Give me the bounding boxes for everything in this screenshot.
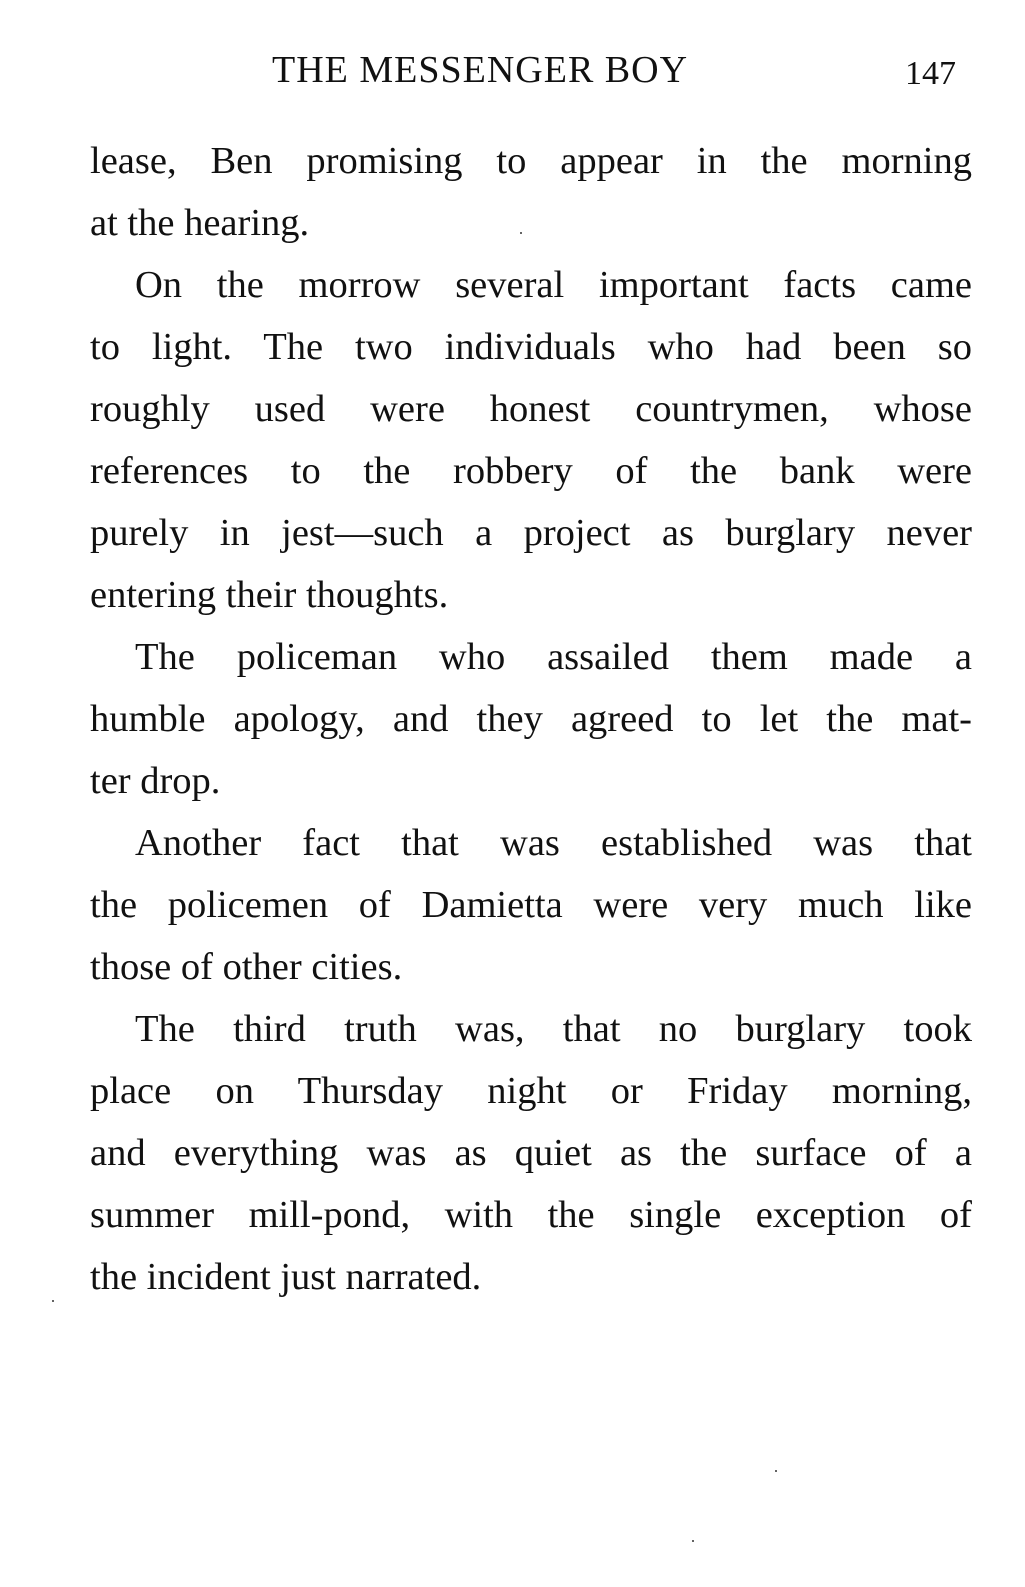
text-line: references to the robbery of the bank were [90, 450, 972, 492]
scan-speck [692, 1540, 694, 1542]
paragraph-3 [90, 626, 972, 812]
text-line: roughly used were honest countrymen, whose [90, 388, 972, 430]
text-line: the incident just narrated. [90, 1256, 482, 1298]
running-head [0, 44, 1025, 96]
text-line: humble apology, and they agreed to let the mat- [90, 698, 972, 740]
text-line: the policemen of Damietta were very much like [90, 884, 972, 926]
text-line: purely in jest—such a project as burglary never [90, 512, 972, 554]
text-line: and everything was as quiet as the surface of a [90, 1132, 972, 1174]
text-line: entering their thoughts. [90, 574, 449, 616]
text-line: place on Thursday night or Friday morning, [90, 1070, 972, 1112]
paragraph-4 [90, 812, 972, 998]
text-line: ter drop. [90, 760, 221, 802]
page-number: 147 [905, 55, 956, 92]
text-line: at the hearing. [90, 202, 310, 244]
scan-speck [520, 232, 522, 234]
text-line: summer mill-pond, with the single exception of [90, 1194, 972, 1236]
text-line: those of other cities. [90, 946, 403, 988]
scan-speck [52, 1300, 54, 1302]
text-line: The policeman who assailed them made a [135, 636, 972, 678]
text-line: lease, Ben promising to appear in the morning [90, 140, 972, 182]
text-line: to light. The two individuals who had been so [90, 326, 972, 368]
text-line: The third truth was, that no burglary took [135, 1008, 972, 1050]
text-line: Another fact that was established was that [135, 822, 972, 864]
paragraph-1 [90, 130, 972, 254]
paragraph-2 [90, 254, 972, 626]
body-text [90, 130, 972, 1308]
scan-speck [775, 1470, 777, 1472]
paragraph-5 [90, 998, 972, 1308]
text-line: On the morrow several important facts came [135, 264, 972, 306]
running-title: THE MESSENGER BOY [272, 49, 689, 91]
